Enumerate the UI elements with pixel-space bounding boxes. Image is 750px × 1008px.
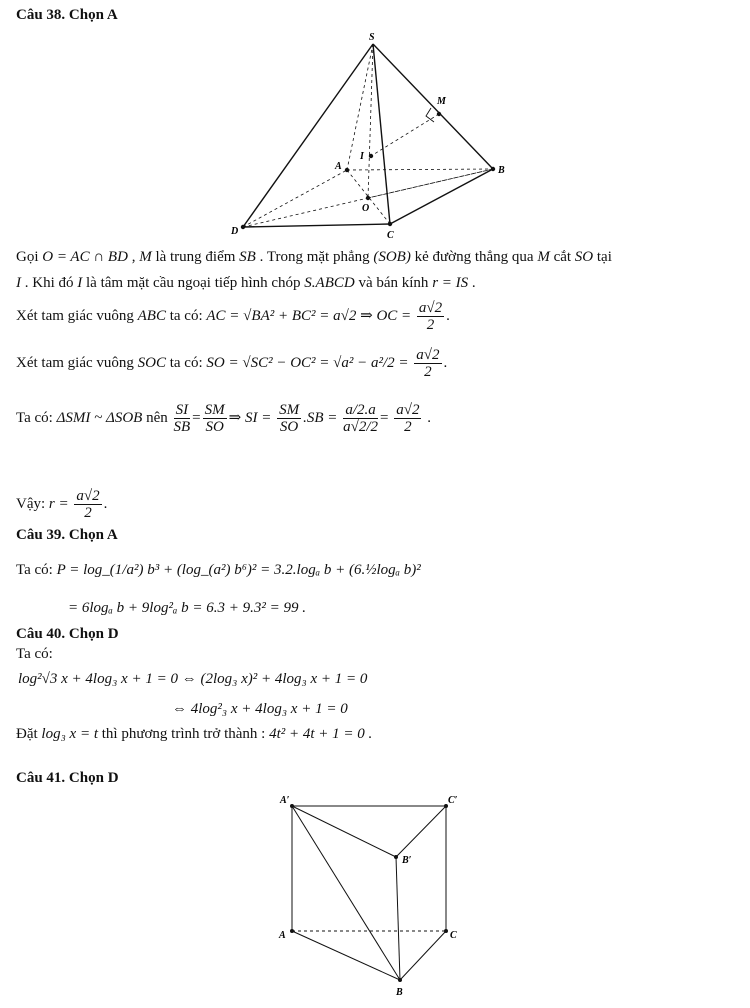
label-O: O [362, 203, 370, 214]
q38-line3: Xét tam giác vuông ABC ta có: AC = √BA² + BC² = a√2 ⇒ OC = $\frac{a√2}{2}$ . [16, 300, 450, 333]
edge-AB [347, 169, 493, 170]
label-S: S [369, 32, 375, 43]
point-A [290, 929, 294, 933]
point-B [491, 167, 495, 171]
q41-heading: Câu 41. Chọn D [16, 770, 119, 786]
pyramid-figure [225, 28, 515, 243]
label-B: B [498, 165, 505, 176]
q40-line2: log²√3 x + 4log₃ x + 1 = 0 ⇔ (2log₃ x)² + 4log₃ x + 1 = 0 [18, 671, 368, 687]
point-D [241, 225, 245, 229]
q38-line1: Gọi O = AC ∩ BD , M là trung điểm SB . Trong mặt phẳng (SOB) kẻ đường thẳng qua M cắt SO tại [16, 249, 612, 265]
edge-DC [243, 224, 390, 227]
label-B1: B′ [402, 855, 412, 866]
q40-heading: Câu 40. Chọn D [16, 626, 119, 642]
edge-SO [368, 44, 373, 198]
edge-CB [390, 169, 493, 224]
edge-B1B [396, 857, 400, 980]
point-B [398, 978, 402, 982]
q39-heading: Câu 39. Chọn A [16, 527, 118, 543]
label-A: A [335, 161, 342, 172]
label-C1: C′ [448, 795, 458, 806]
edge-SC [373, 44, 390, 224]
q38-line4: Xét tam giác vuông SOC ta có: SO = √SC² − OC² = √a² − a²/2 = $\frac{a√2}{2}$ . [16, 347, 448, 380]
point-A1 [290, 804, 294, 808]
point-B1 [394, 855, 398, 859]
label-A: A [279, 930, 286, 941]
edge-SD [243, 44, 373, 227]
point-A [345, 168, 349, 172]
q38-conclusion: Vậy: r = $\frac{a√2}{2}$ . [16, 488, 108, 521]
point-C [388, 222, 392, 226]
q39-line1: Ta có: P = log_(1/a²) b³ + (log_(a²) b⁶)² = 3.2.logₐ b + (6.½logₐ b)² [16, 562, 421, 578]
label-I: I [360, 151, 364, 162]
label-D: D [231, 226, 239, 237]
point-O [366, 196, 370, 200]
edge-DA [243, 170, 347, 227]
q40-line3: ⇔ 4log²₃ x + 4log₃ x + 1 = 0 [172, 701, 348, 717]
q38-line2: I . Khi đó I là tâm mặt cầu ngoại tiếp hình chóp S.ABCD và bán kính r = IS . [16, 275, 476, 291]
q40-line4: Đặt log₃ x = t thì phương trình trở thành : 4t² + 4t + 1 = 0 . [16, 726, 373, 742]
label-A1: A′ [280, 795, 290, 806]
label-C: C [450, 930, 457, 941]
q40-line1: Ta có: [16, 646, 53, 662]
q38-heading: Câu 38. Chọn A [16, 7, 118, 23]
prism-figure [270, 790, 470, 1002]
label-M: M [437, 96, 446, 107]
edge-C1B1 [396, 806, 446, 857]
q38-line5: Ta có: ΔSMI ~ ΔSOB nên $\frac{SI}{SB}$ = $\frac{SM}{SO}$ ⇒ SI = $\frac{SM}{SO}$ .SB = $\frac{a/2.a}{a√2/2}$ = $\frac{a√2}{2}$ . [16, 402, 431, 435]
label-B: B [396, 987, 403, 998]
point-M [437, 112, 441, 116]
edge-CB [400, 931, 446, 980]
label-C: C [387, 230, 394, 241]
q39-line2: = 6logₐ b + 9log²ₐ b = 6.3 + 9.3² = 99 . [68, 600, 306, 616]
edge-AB [292, 931, 400, 980]
edge-SB [373, 44, 493, 169]
right-angle-mark [426, 108, 434, 122]
point-C [444, 929, 448, 933]
point-I [369, 154, 373, 158]
